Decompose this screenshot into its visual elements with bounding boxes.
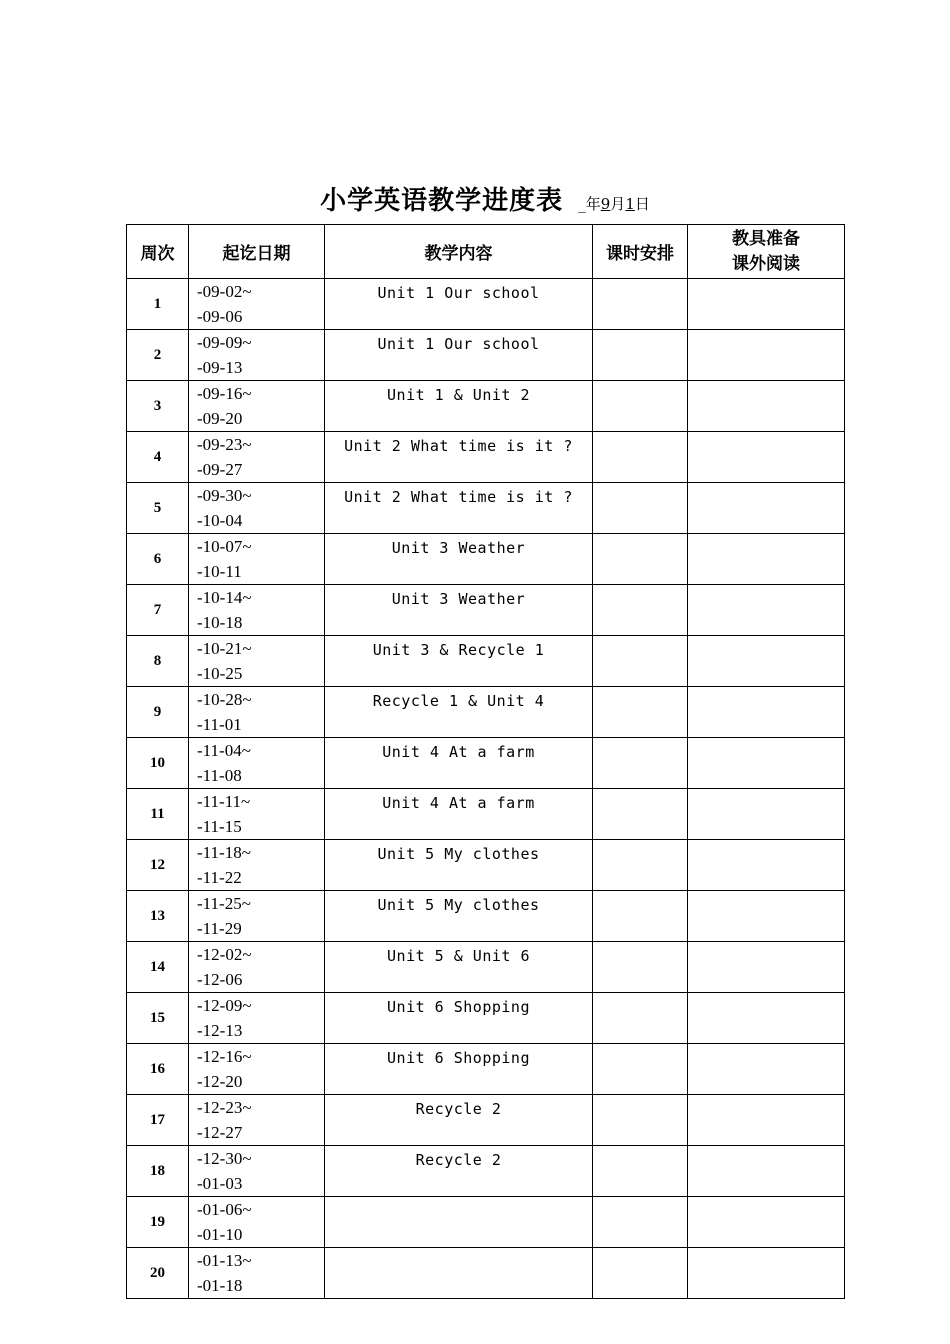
header-dates: 起讫日期 <box>189 225 325 279</box>
prep-cell <box>688 1095 845 1146</box>
table-row <box>127 636 845 687</box>
start-date: -09-16~ <box>197 384 252 403</box>
end-date: -11-15 <box>197 817 242 836</box>
week-number: 20 <box>127 1248 189 1299</box>
date-month-label: 月 <box>610 195 626 213</box>
prep-cell <box>688 1146 845 1197</box>
date-year-label: 年 <box>585 195 601 213</box>
week-number: 12 <box>127 840 189 891</box>
date-range <box>189 738 325 789</box>
table-body <box>127 279 845 1299</box>
end-date: -12-06 <box>197 970 243 989</box>
start-date: -10-21~ <box>197 639 252 658</box>
teaching-content: Recycle 2 <box>325 1146 593 1197</box>
date-range <box>189 1197 325 1248</box>
week-number: 3 <box>127 381 189 432</box>
prep-cell <box>688 381 845 432</box>
teaching-content <box>325 1197 593 1248</box>
teaching-content: Unit 1 Our school <box>325 330 593 381</box>
end-date: -11-29 <box>197 919 242 938</box>
teaching-content: Unit 5 My clothes <box>325 840 593 891</box>
hours-cell <box>593 840 688 891</box>
start-date: -01-06~ <box>197 1200 252 1219</box>
week-number: 10 <box>127 738 189 789</box>
page-title: 小学英语教学进度表 <box>320 186 564 216</box>
week-number: 13 <box>127 891 189 942</box>
header-week: 周次 <box>127 225 189 279</box>
hours-cell <box>593 891 688 942</box>
start-date: -09-30~ <box>197 486 252 505</box>
end-date: -09-20 <box>197 409 243 428</box>
hours-cell <box>593 432 688 483</box>
start-date: -11-04~ <box>197 741 251 760</box>
end-date: -10-04 <box>197 511 243 530</box>
prep-cell <box>688 330 845 381</box>
header-prep-line1: 教具准备 <box>732 228 800 249</box>
date-range <box>189 483 325 534</box>
start-date: -10-07~ <box>197 537 252 556</box>
date-range <box>189 840 325 891</box>
date-range <box>189 1146 325 1197</box>
teaching-content <box>325 1248 593 1299</box>
week-number: 9 <box>127 687 189 738</box>
date-month: 9 <box>600 195 611 213</box>
teaching-content: Unit 2 What time is it ? <box>325 432 593 483</box>
hours-cell <box>593 534 688 585</box>
week-number: 17 <box>127 1095 189 1146</box>
table-row <box>127 330 845 381</box>
teaching-content: Unit 4 At a farm <box>325 789 593 840</box>
hours-cell <box>593 942 688 993</box>
week-number: 16 <box>127 1044 189 1095</box>
date-day: 1 <box>625 195 635 213</box>
prep-cell <box>688 534 845 585</box>
date-range <box>189 993 325 1044</box>
teaching-content: Unit 5 My clothes <box>325 891 593 942</box>
week-number: 5 <box>127 483 189 534</box>
end-date: -11-01 <box>197 715 242 734</box>
end-date: -01-18 <box>197 1276 243 1295</box>
date-range <box>189 330 325 381</box>
table-header-row <box>127 225 845 279</box>
start-date: -12-23~ <box>197 1098 252 1117</box>
end-date: -01-10 <box>197 1225 243 1244</box>
end-date: -01-03 <box>197 1174 243 1193</box>
hours-cell <box>593 1146 688 1197</box>
start-date: -12-30~ <box>197 1149 252 1168</box>
hours-cell <box>593 1197 688 1248</box>
prep-cell <box>688 1248 845 1299</box>
table-row <box>127 738 845 789</box>
start-date: -11-18~ <box>197 843 251 862</box>
table-row <box>127 993 845 1044</box>
start-date: -11-25~ <box>197 894 251 913</box>
prep-cell <box>688 1044 845 1095</box>
teaching-content: Unit 1 & Unit 2 <box>325 381 593 432</box>
date-range <box>189 432 325 483</box>
header-content: 教学内容 <box>325 225 593 279</box>
table-row <box>127 534 845 585</box>
end-date: -10-11 <box>197 562 242 581</box>
start-date: -12-02~ <box>197 945 252 964</box>
date-range <box>189 1095 325 1146</box>
table-row <box>127 1197 845 1248</box>
start-date: -12-16~ <box>197 1047 252 1066</box>
week-number: 4 <box>127 432 189 483</box>
prep-cell <box>688 993 845 1044</box>
prep-cell <box>688 636 845 687</box>
table-row <box>127 585 845 636</box>
hours-cell <box>593 993 688 1044</box>
week-number: 18 <box>127 1146 189 1197</box>
date-range <box>189 381 325 432</box>
start-date: -10-14~ <box>197 588 252 607</box>
start-date: -11-11~ <box>197 792 251 811</box>
table-row <box>127 279 845 330</box>
end-date: -10-25 <box>197 664 243 683</box>
hours-cell <box>593 738 688 789</box>
week-number: 14 <box>127 942 189 993</box>
date-range <box>189 636 325 687</box>
hours-cell <box>593 279 688 330</box>
prep-cell <box>688 585 845 636</box>
week-number: 19 <box>127 1197 189 1248</box>
prep-cell <box>688 840 845 891</box>
date-range <box>189 585 325 636</box>
week-number: 2 <box>127 330 189 381</box>
hours-cell <box>593 1248 688 1299</box>
end-date: -12-13 <box>197 1021 243 1040</box>
table-row <box>127 789 845 840</box>
end-date: -09-06 <box>197 307 243 326</box>
end-date: -11-22 <box>197 868 242 887</box>
hours-cell <box>593 381 688 432</box>
date-range <box>189 1248 325 1299</box>
prep-cell <box>688 483 845 534</box>
table-row <box>127 942 845 993</box>
date-range <box>189 534 325 585</box>
teaching-content: Unit 3 Weather <box>325 585 593 636</box>
table-row <box>127 1095 845 1146</box>
teaching-content: Unit 3 Weather <box>325 534 593 585</box>
date-range <box>189 891 325 942</box>
table-row <box>127 891 845 942</box>
week-number: 7 <box>127 585 189 636</box>
date-range <box>189 279 325 330</box>
table-row <box>127 1248 845 1299</box>
start-date: -12-09~ <box>197 996 252 1015</box>
start-date: -09-09~ <box>197 333 252 352</box>
teaching-content: Unit 6 Shopping <box>325 1044 593 1095</box>
start-date: -10-28~ <box>197 690 252 709</box>
hours-cell <box>593 330 688 381</box>
date-day-label: 日 <box>634 195 650 213</box>
teaching-content: Unit 3 & Recycle 1 <box>325 636 593 687</box>
header-prep <box>688 225 845 279</box>
hours-cell <box>593 687 688 738</box>
hours-cell <box>593 483 688 534</box>
hours-cell <box>593 585 688 636</box>
teaching-content: Unit 1 Our school <box>325 279 593 330</box>
end-date: -12-20 <box>197 1072 243 1091</box>
start-date: -09-02~ <box>197 282 252 301</box>
hours-cell <box>593 1095 688 1146</box>
document-header <box>126 180 844 217</box>
prep-cell <box>688 432 845 483</box>
table-row <box>127 687 845 738</box>
date-prefix: _ <box>578 195 586 213</box>
date-range <box>189 942 325 993</box>
prep-cell <box>688 891 845 942</box>
table-row <box>127 432 845 483</box>
table-row <box>127 1044 845 1095</box>
end-date: -11-08 <box>197 766 242 785</box>
start-date: -09-23~ <box>197 435 252 454</box>
table-row <box>127 381 845 432</box>
hours-cell <box>593 1044 688 1095</box>
week-number: 11 <box>127 789 189 840</box>
table-row <box>127 483 845 534</box>
schedule-table <box>126 224 845 1299</box>
end-date: -09-27 <box>197 460 243 479</box>
teaching-content: Unit 2 What time is it ? <box>325 483 593 534</box>
date-range <box>189 687 325 738</box>
week-number: 6 <box>127 534 189 585</box>
prep-cell <box>688 279 845 330</box>
prep-cell <box>688 687 845 738</box>
hours-cell <box>593 789 688 840</box>
teaching-content: Recycle 2 <box>325 1095 593 1146</box>
hours-cell <box>593 636 688 687</box>
header-hours: 课时安排 <box>593 225 688 279</box>
teaching-content: Recycle 1 & Unit 4 <box>325 687 593 738</box>
table-row <box>127 840 845 891</box>
prep-cell <box>688 1197 845 1248</box>
table-row <box>127 1146 845 1197</box>
prep-cell <box>688 789 845 840</box>
start-date: -01-13~ <box>197 1251 252 1270</box>
week-number: 1 <box>127 279 189 330</box>
prep-cell <box>688 738 845 789</box>
end-date: -12-27 <box>197 1123 243 1142</box>
week-number: 15 <box>127 993 189 1044</box>
header-prep-line2: 课外阅读 <box>732 253 800 274</box>
teaching-content: Unit 6 Shopping <box>325 993 593 1044</box>
end-date: -10-18 <box>197 613 243 632</box>
teaching-content: Unit 5 & Unit 6 <box>325 942 593 993</box>
document-date <box>578 195 650 213</box>
prep-cell <box>688 942 845 993</box>
teaching-content: Unit 4 At a farm <box>325 738 593 789</box>
end-date: -09-13 <box>197 358 243 377</box>
week-number: 8 <box>127 636 189 687</box>
date-range <box>189 1044 325 1095</box>
date-range <box>189 789 325 840</box>
